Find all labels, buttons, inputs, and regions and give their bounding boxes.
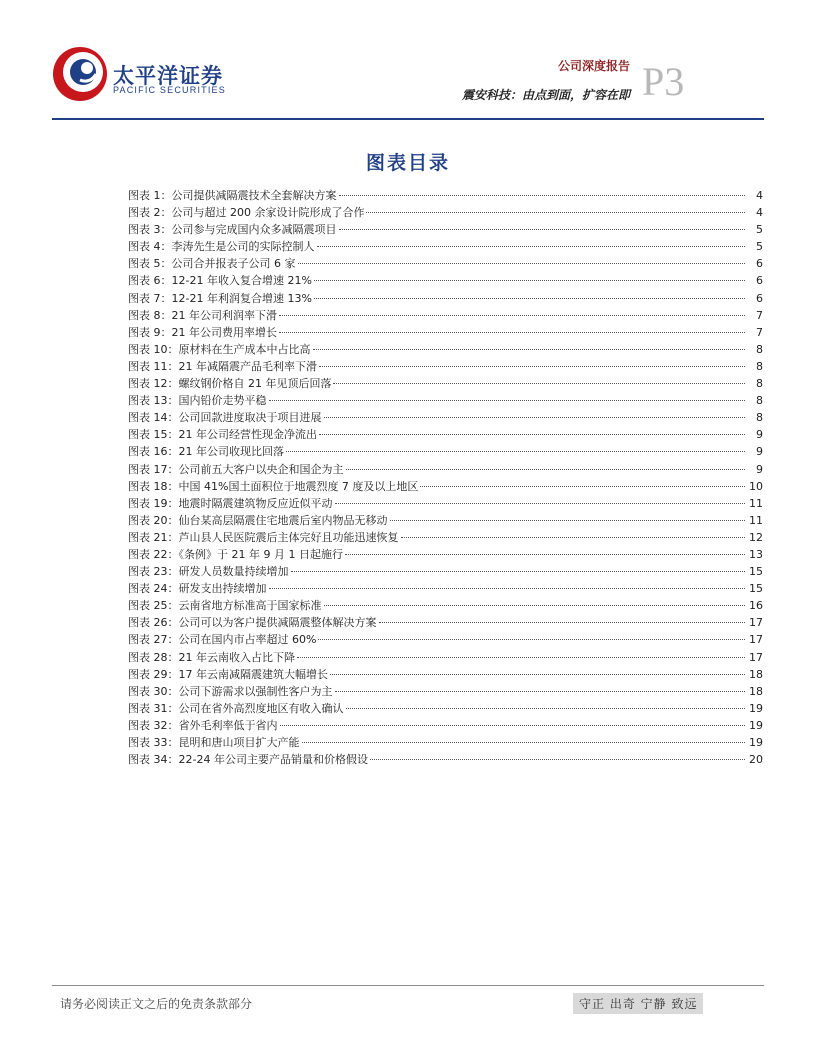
toc-leader-dots xyxy=(379,622,746,623)
toc-leader-dots xyxy=(401,537,746,538)
toc-entry-label[interactable]: 图表 14：公司回款进度取决于项目进展 xyxy=(128,411,322,425)
toc-entry-label[interactable]: 图表 23：研发人员数量持续增加 xyxy=(128,565,289,579)
toc-leader-dots xyxy=(317,246,746,247)
toc-leader-dots xyxy=(279,332,745,333)
toc-entry-page[interactable]: 8 xyxy=(756,359,763,373)
toc-leader-dots xyxy=(324,605,746,606)
toc-entry-label[interactable]: 图表 4：李涛先生是公司的实际控制人 xyxy=(128,240,315,254)
toc-entry-label[interactable]: 图表 5：公司合并报表子公司 6 家 xyxy=(128,257,296,271)
toc-entry[interactable] xyxy=(128,461,763,478)
toc-leader-dots xyxy=(345,554,745,555)
toc-entry-page[interactable]: 20 xyxy=(749,753,763,767)
toc-entry-label[interactable]: 图表 29：17 年云南减隔震建筑大幅增长 xyxy=(128,667,328,681)
brand-name-en: PACIFIC SECURITIES xyxy=(113,85,226,95)
toc-entry-page[interactable]: 16 xyxy=(749,599,763,613)
footer-disclaimer: 请务必阅读正文之后的免责条款部分 xyxy=(60,997,253,1011)
toc-entry[interactable] xyxy=(128,649,763,666)
toc-entry[interactable] xyxy=(128,512,763,529)
toc-entry-page[interactable]: 15 xyxy=(749,582,763,596)
toc-entry[interactable] xyxy=(128,683,763,700)
toc-entry[interactable] xyxy=(128,221,763,238)
toc-entry[interactable] xyxy=(128,324,763,341)
toc-leader-dots xyxy=(298,263,746,264)
toc-entry[interactable] xyxy=(128,717,763,734)
toc-entry-label[interactable]: 图表 9：21 年公司费用率增长 xyxy=(128,325,277,339)
toc-entry-page[interactable]: 17 xyxy=(749,633,763,647)
toc-leader-dots xyxy=(335,691,746,692)
toc-entry[interactable] xyxy=(128,290,763,307)
toc-leader-dots xyxy=(280,725,746,726)
toc-entry-page[interactable]: 13 xyxy=(749,547,763,561)
toc-entry-page[interactable]: 8 xyxy=(756,342,763,356)
toc-title: 图表目录 xyxy=(365,152,450,174)
toc-entry-page[interactable]: 9 xyxy=(756,428,763,442)
toc-entry-page[interactable]: 18 xyxy=(749,684,763,698)
toc-entry[interactable] xyxy=(128,187,763,204)
toc-entry[interactable] xyxy=(128,426,763,443)
toc-entry-page[interactable]: 7 xyxy=(756,325,763,339)
toc-leader-dots xyxy=(335,503,746,504)
toc-entry-page[interactable]: 15 xyxy=(749,565,763,579)
toc-entry-page[interactable]: 5 xyxy=(756,240,763,254)
toc-entry-label[interactable]: 图表 12：螺纹钢价格自 21 年见顶后回落 xyxy=(128,377,332,391)
toc-entry-label[interactable]: 图表 1：公司提供减隔震技术全套解决方案 xyxy=(128,189,337,202)
toc-entry-page[interactable]: 9 xyxy=(756,445,763,459)
toc-entry-page[interactable]: 8 xyxy=(756,411,763,425)
brand-name-cn: 太平洋证券 xyxy=(113,64,223,88)
toc-entry-label[interactable]: 图表 27：公司在国内市占率超过 60% xyxy=(128,633,317,647)
toc-entry-page[interactable]: 17 xyxy=(749,616,763,630)
toc-entry-label[interactable]: 图表 25：云南省地方标准高于国家标准 xyxy=(128,599,322,613)
toc-entry[interactable] xyxy=(128,392,763,409)
toc-entry[interactable] xyxy=(128,478,763,495)
toc-entry[interactable] xyxy=(128,341,763,358)
toc-leader-dots xyxy=(269,400,746,401)
toc-entry-label[interactable]: 图表 16：21 年公司收现比回落 xyxy=(128,445,284,459)
toc-leader-dots xyxy=(297,657,745,658)
toc-entry-label[interactable]: 图表 8：21 年公司利润率下滑 xyxy=(128,308,277,322)
toc-entry-page[interactable]: 19 xyxy=(749,701,763,715)
toc-entry-page[interactable]: 4 xyxy=(756,206,763,220)
toc-entry[interactable] xyxy=(128,546,763,563)
toc-entry-label[interactable]: 图表 26：公司可以为客户提供减隔震整体解决方案 xyxy=(128,616,377,630)
toc-entry-label[interactable]: 图表 11：21 年减隔震产品毛利率下滑 xyxy=(128,359,317,373)
toc-entry[interactable] xyxy=(128,563,763,580)
toc-leader-dots xyxy=(346,708,746,709)
toc-leader-dots xyxy=(313,349,746,350)
toc-entry-label[interactable]: 图表 10：原材料在生产成本中占比高 xyxy=(128,342,311,356)
toc-leader-dots xyxy=(333,383,745,384)
footer-motto: 守正 出奇 宁静 致远 xyxy=(573,993,703,1014)
toc-entry-page[interactable]: 19 xyxy=(749,718,763,732)
toc-list xyxy=(128,187,763,768)
pacific-securities-logo-icon xyxy=(50,44,110,104)
toc-leader-dots xyxy=(420,486,745,487)
toc-entry-label[interactable]: 图表 2：公司与超过 200 余家设计院形成了合作 xyxy=(128,206,365,220)
toc-entry[interactable] xyxy=(128,272,763,289)
toc-entry[interactable] xyxy=(128,597,763,614)
page-header xyxy=(0,0,816,122)
toc-entry-page[interactable]: 11 xyxy=(749,513,763,527)
toc-leader-dots xyxy=(339,195,746,196)
toc-entry-label[interactable]: 图表 15：21 年公司经营性现金净流出 xyxy=(128,428,317,442)
toc-entry[interactable] xyxy=(128,666,763,683)
report-title: 震安科技：由点到面，扩容在即 xyxy=(461,88,630,102)
toc-entry-label[interactable]: 图表 20：仙台某高层隔震住宅地震后室内物品无移动 xyxy=(128,513,388,527)
toc-leader-dots xyxy=(314,280,745,281)
toc-entry-page[interactable]: 10 xyxy=(749,479,763,493)
toc-leader-dots xyxy=(390,520,746,521)
toc-entry-page[interactable]: 7 xyxy=(756,308,763,322)
toc-entry-label[interactable]: 图表 3：公司参与完成国内众多减隔震项目 xyxy=(128,223,337,237)
toc-entry-page[interactable]: 5 xyxy=(756,223,763,237)
toc-entry[interactable] xyxy=(128,307,763,324)
toc-entry-label[interactable]: 图表 34：22-24 年公司主要产品销量和价格假设 xyxy=(128,753,368,767)
toc-entry-label[interactable]: 图表 6：12-21 年收入复合增速 21% xyxy=(128,274,312,288)
toc-leader-dots xyxy=(314,298,745,299)
toc-entry[interactable] xyxy=(128,255,763,272)
toc-entry-label[interactable]: 图表 18：中国 41%国土面积位于地震烈度 7 度及以上地区 xyxy=(128,479,419,493)
toc-entry[interactable] xyxy=(128,700,763,717)
toc-entry-page[interactable]: 19 xyxy=(749,736,763,749)
toc-entry[interactable] xyxy=(128,734,763,751)
toc-leader-dots xyxy=(366,212,745,213)
toc-entry[interactable] xyxy=(128,358,763,375)
toc-entry-page[interactable]: 11 xyxy=(749,496,763,510)
toc-entry[interactable] xyxy=(128,614,763,631)
toc-leader-dots xyxy=(302,742,746,743)
toc-leader-dots xyxy=(319,434,745,435)
toc-entry-label[interactable]: 图表 13：国内铅价走势平稳 xyxy=(128,394,267,408)
page-number: P3 xyxy=(642,59,685,104)
toc-leader-dots xyxy=(279,315,745,316)
toc-entry-label[interactable]: 图表 33：昆明和唐山项目扩大产能 xyxy=(128,736,300,749)
toc-entry-page[interactable]: 18 xyxy=(749,667,763,681)
toc-entry[interactable] xyxy=(128,409,763,426)
toc-leader-dots xyxy=(324,417,746,418)
toc-entry-label[interactable]: 图表 32：省外毛利率低于省内 xyxy=(128,718,278,732)
toc-entry[interactable] xyxy=(128,375,763,392)
toc-entry[interactable] xyxy=(128,495,763,512)
toc-leader-dots xyxy=(318,639,745,640)
toc-entry-page[interactable]: 8 xyxy=(756,377,763,391)
toc-entry-label[interactable]: 图表 21：芦山县人民医院震后主体完好且功能迅速恢复 xyxy=(128,530,399,544)
toc-leader-dots xyxy=(286,451,745,452)
toc-entry-page[interactable]: 6 xyxy=(756,274,763,288)
toc-entry-page[interactable]: 6 xyxy=(756,291,763,305)
toc-entry-page[interactable]: 6 xyxy=(756,257,763,271)
toc-leader-dots xyxy=(330,674,745,675)
toc-entry-label[interactable]: 图表 28：21 年云南收入占比下降 xyxy=(128,650,295,664)
footer-divider xyxy=(52,985,764,986)
toc-entry-label[interactable]: 图表 7：12-21 年利润复合增速 13% xyxy=(128,291,312,305)
toc-leader-dots xyxy=(319,366,745,367)
toc-leader-dots xyxy=(269,588,746,589)
toc-entry[interactable] xyxy=(128,238,763,255)
toc-entry[interactable] xyxy=(128,204,763,221)
toc-leader-dots xyxy=(370,759,745,760)
toc-entry[interactable] xyxy=(128,631,763,648)
toc-entry-page[interactable]: 9 xyxy=(756,462,763,476)
toc-leader-dots xyxy=(291,571,746,572)
toc-leader-dots xyxy=(339,229,746,230)
toc-entry[interactable] xyxy=(128,529,763,546)
toc-entry-page[interactable]: 8 xyxy=(756,394,763,408)
toc-entry-label[interactable]: 图表 17：公司前五大客户以央企和国企为主 xyxy=(128,462,344,476)
toc-entry-page[interactable]: 12 xyxy=(749,530,763,544)
toc-entry[interactable] xyxy=(128,580,763,597)
header-divider xyxy=(52,118,764,120)
toc-entry-label[interactable]: 图表 31：公司在省外高烈度地区有收入确认 xyxy=(128,701,344,715)
toc-entry-label[interactable]: 图表 24：研发支出持续增加 xyxy=(128,582,267,596)
toc-entry-label[interactable]: 图表 22：《条例》于 21 年 9 月 1 日起施行 xyxy=(128,547,343,561)
toc-leader-dots xyxy=(346,469,746,470)
toc-entry-label[interactable]: 图表 30：公司下游需求以强制性客户为主 xyxy=(128,684,333,698)
report-type: 公司深度报告 xyxy=(557,59,630,73)
toc-entry-label[interactable]: 图表 19：地震时隔震建筑物反应近似平动 xyxy=(128,496,333,510)
toc-entry[interactable] xyxy=(128,751,763,768)
toc-entry-page[interactable]: 4 xyxy=(756,189,763,202)
toc-entry[interactable] xyxy=(128,443,763,460)
toc-entry-page[interactable]: 17 xyxy=(749,650,763,664)
